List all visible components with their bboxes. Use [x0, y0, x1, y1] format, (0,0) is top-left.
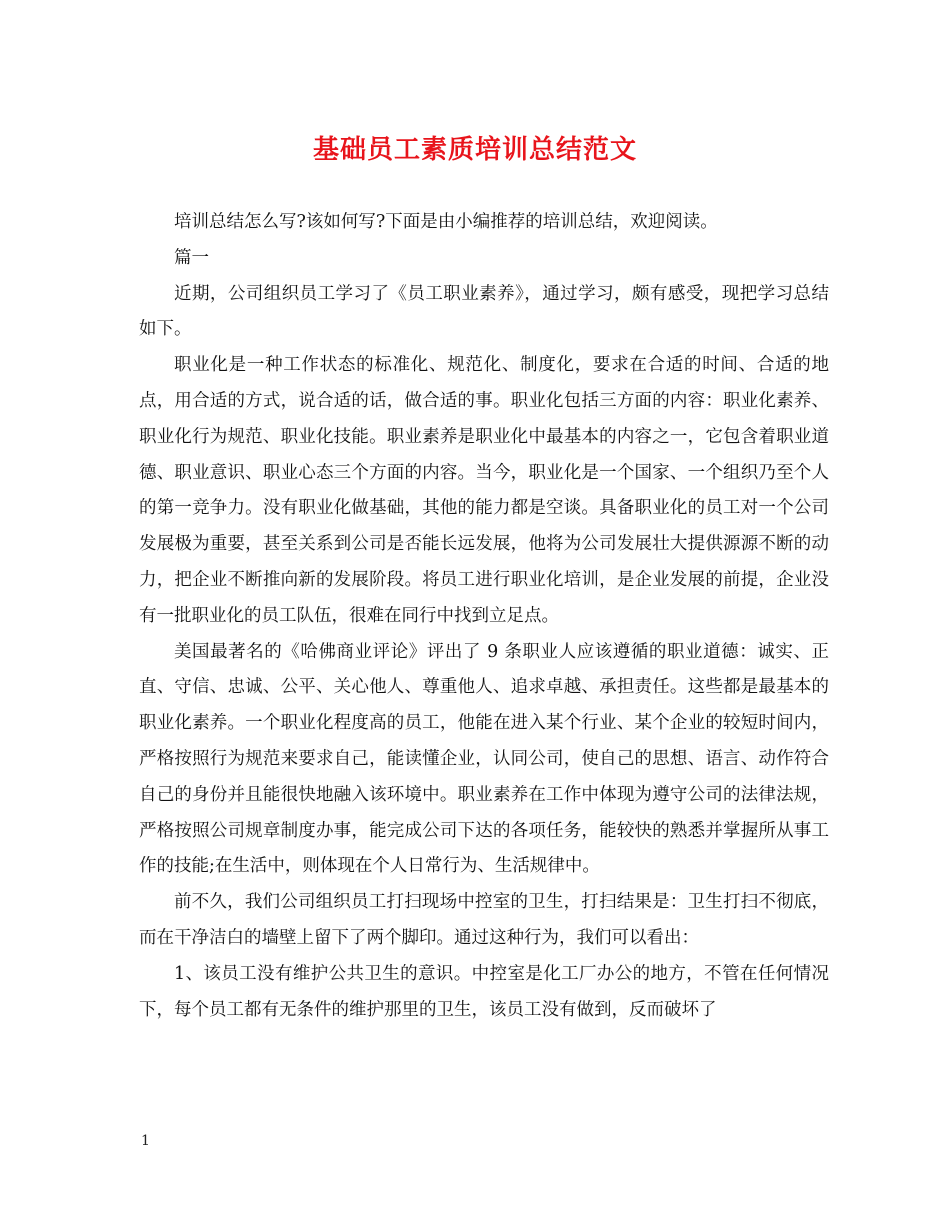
paragraph-intro: 培训总结怎么写?该如何写?下面是由小编推荐的培训总结，欢迎阅读。	[174, 212, 718, 232]
document-title: 基础员工素质培训总结范文	[312, 135, 637, 165]
paragraph: 1、该员工没有维护公共卫生的意识。中控室是化工厂办公的地方，不管在任何情况下，每个员工都有无条件的维护那里的卫生，该员工没有做到，反而破坏了	[139, 963, 829, 1020]
paragraph: 前不久，我们公司组织员工打扫现场中控室的卫生，打扫结果是：卫生打扫不彻底，而在干净洁白的墙壁上留下了两个脚印。通过这种行为，我们可以看出：	[139, 892, 829, 948]
document-body	[139, 205, 829, 1028]
paragraph-section-heading: 篇一	[174, 247, 209, 268]
page-number: 1	[141, 1133, 150, 1149]
paragraph: 美国最著名的《哈佛商业评论》评出了 9 条职业人应该遵循的职业道德：诚实、正直、守信、忠诚、公平、关心他人、尊重他人、追求卓越、承担责任。这些都是最基本的职业化素养。一个职业化程度高的员工，他能在进入某个行业、某个企业的较短时间内，严格按照行为规范来要求自己，能读懂企业，认同公司，使自己的思想、语言、动作符合自己的身份并且能很快地融入该环境中。职业素养在工作中体现为遵守公司的法律法规，严格按照公司规章制度办事，能完成公司下达的各项任务，能较快的熟悉并掌握所从事工作的技能;在生活中，则体现在个人日常行为、生活规律中。	[139, 641, 829, 877]
paragraph: 职业化是一种工作状态的标准化、规范化、制度化，要求在合适的时间、合适的地点，用合适的方式，说合适的话，做合适的事。职业化包括三方面的内容：职业化素养、职业化行为规范、职业化技能。职业素养是职业化中最基本的内容之一，它包含着职业道德、职业意识、职业心态三个方面的内容。当今，职业化是一个国家、一个组织乃至个人的第一竞争力。没有职业化做基础，其他的能力都是空谈。具备职业化的员工对一个公司发展极为重要，甚至关系到公司是否能长远发展，他将为公司发展壮大提供源源不断的动力，把企业不断推向新的发展阶段。将员工进行职业化培训，是企业发展的前提，企业没有一批职业化的员工队伍，很难在同行中找到立足点。	[139, 355, 829, 626]
paragraph: 近期，公司组织员工学习了《员工职业素养》，通过学习，颇有感受，现把学习总结如下。	[139, 283, 829, 340]
